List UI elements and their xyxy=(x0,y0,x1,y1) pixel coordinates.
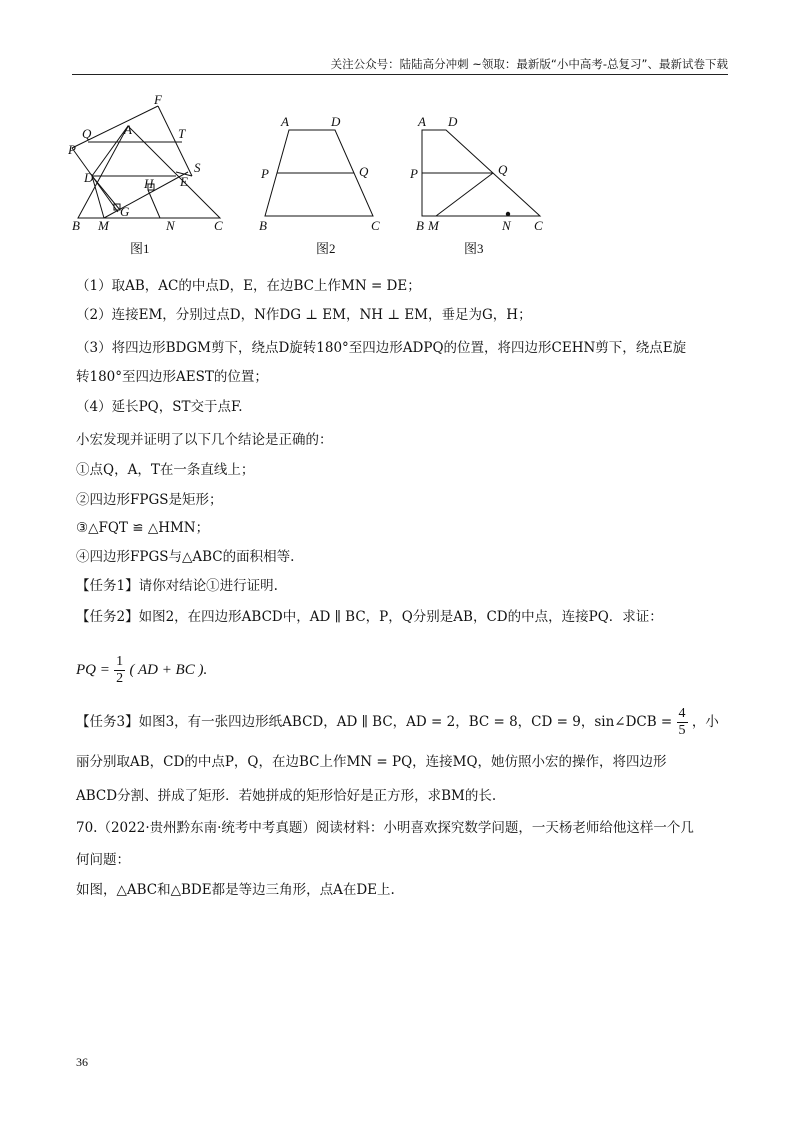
figure-3 xyxy=(410,112,555,232)
label-Q: Q xyxy=(498,162,508,177)
label-B: B xyxy=(416,218,424,232)
task-3-cont: 丽分别取AB，CD的中点P，Q，在边BC上作MN = PQ，连接MQ，她仿照小宏的操作，将四边形 xyxy=(76,754,667,770)
label-H: H xyxy=(144,176,154,191)
problem-70-statement: 如图，△ABC和△BDE都是等边三角形，点A在DE上. xyxy=(76,882,395,898)
step-2: （2）连接EM，分别过点D，N作DG ⊥ EM，NH ⊥ EM，垂足为G，H； xyxy=(76,307,532,323)
point-N xyxy=(506,212,510,216)
label-A: A xyxy=(281,114,289,129)
fraction-half xyxy=(114,654,125,687)
figure-1-caption: 图1 xyxy=(130,241,150,256)
label-C: C xyxy=(214,218,223,232)
figure-2 xyxy=(255,112,395,232)
label-Q: Q xyxy=(359,164,369,179)
problem-70: 70.（2022·贵州黔东南·统考中考真题）阅读材料：小明喜欢探究数学问题，一天杨老师给他这样一个几 xyxy=(76,820,694,836)
label-P: P xyxy=(261,166,269,181)
fraction-numerator: 4 xyxy=(678,706,686,721)
label-B: B xyxy=(259,218,267,232)
label-F: F xyxy=(154,92,162,107)
label-M: M xyxy=(98,218,109,232)
formula-right: ( AD + BC ). xyxy=(129,662,208,678)
task-3-text: 【任务3】如图3，有一张四边形纸ABCD，AD ∥ BC，AD = 2，BC = 8，CD = 9，sin∠DCB = xyxy=(76,714,673,730)
task-2: 【任务2】如图2，在四边形ABCD中，AD ∥ BC，P，Q分别是AB，CD的中点，连接PQ．求证： xyxy=(76,609,663,625)
label-Q: Q xyxy=(82,126,92,141)
figure-3-caption: 图3 xyxy=(464,241,484,256)
label-M: M xyxy=(428,218,439,232)
label-S: S xyxy=(194,160,201,175)
label-P: P xyxy=(410,166,418,181)
figure-1 xyxy=(68,92,238,232)
line-dg xyxy=(92,176,120,210)
label-A: A xyxy=(418,114,426,129)
line-mq xyxy=(436,173,493,216)
figure-2-caption: 图2 xyxy=(316,241,336,256)
label-A: A xyxy=(124,122,132,137)
label-N: N xyxy=(502,218,511,232)
task-2-formula xyxy=(76,652,207,688)
label-P: P xyxy=(68,142,76,157)
figure-2-svg xyxy=(255,112,395,232)
label-C: C xyxy=(371,218,380,232)
label-T: T xyxy=(178,126,186,141)
fraction-denominator: 5 xyxy=(678,723,686,738)
header-rule xyxy=(72,74,728,75)
problem-70-cont: 何问题： xyxy=(76,852,130,868)
task-3-tail: ，小 xyxy=(691,714,719,730)
task-1: 【任务1】请你对结论①进行证明. xyxy=(76,578,278,594)
label-B: B xyxy=(72,218,80,232)
figure-1-svg xyxy=(68,92,238,232)
line-ad xyxy=(92,126,128,176)
label-D: D xyxy=(84,170,94,185)
fraction-numerator: 1 xyxy=(116,654,124,669)
conclusion-2: ②四边形FPGS是矩形； xyxy=(76,492,223,508)
page-header: 关注公众号：陆陆高分冲刺 ~领取：最新版“小中高考-总复习”、最新试卷下载 xyxy=(330,57,728,71)
fraction-four-fifths xyxy=(677,706,688,739)
label-E: E xyxy=(180,174,188,189)
figure-3-svg xyxy=(410,112,555,232)
task-3 xyxy=(76,704,719,740)
step-3-cont: 转180°至四边形AEST的位置； xyxy=(76,369,268,385)
page-number: 36 xyxy=(76,1055,88,1069)
label-N: N xyxy=(166,218,175,232)
line-fs xyxy=(158,106,192,176)
label-D: D xyxy=(448,114,458,129)
line-dm xyxy=(92,176,104,218)
label-G: G xyxy=(120,204,130,219)
conclusion-4: ④四边形FPGS与△ABC的面积相等. xyxy=(76,549,295,565)
label-C: C xyxy=(534,218,543,232)
formula-left: PQ = xyxy=(76,662,110,678)
step-3: （3）将四边形BDGM剪下，绕点D旋转180°至四边形ADPQ的位置，将四边形CEHN剪下，绕点E旋 xyxy=(76,340,687,356)
task-3-cont-2: ABCD分割、拼成了矩形．若她拼成的矩形恰好是正方形，求BM的长. xyxy=(76,788,497,804)
discovery-intro: 小宏发现并证明了以下几个结论是正确的： xyxy=(76,432,333,448)
label-D: D xyxy=(331,114,341,129)
conclusion-1: ①点Q，A，T在一条直线上； xyxy=(76,462,255,478)
line-nh xyxy=(148,190,160,218)
step-1: （1）取AB，AC的中点D，E，在边BC上作MN = DE； xyxy=(76,278,421,294)
step-4: （4）延长PQ，ST交于点F. xyxy=(76,399,243,415)
fraction-denominator: 2 xyxy=(116,671,124,686)
conclusion-3: ③△FQT ≌ △HMN； xyxy=(76,520,210,536)
